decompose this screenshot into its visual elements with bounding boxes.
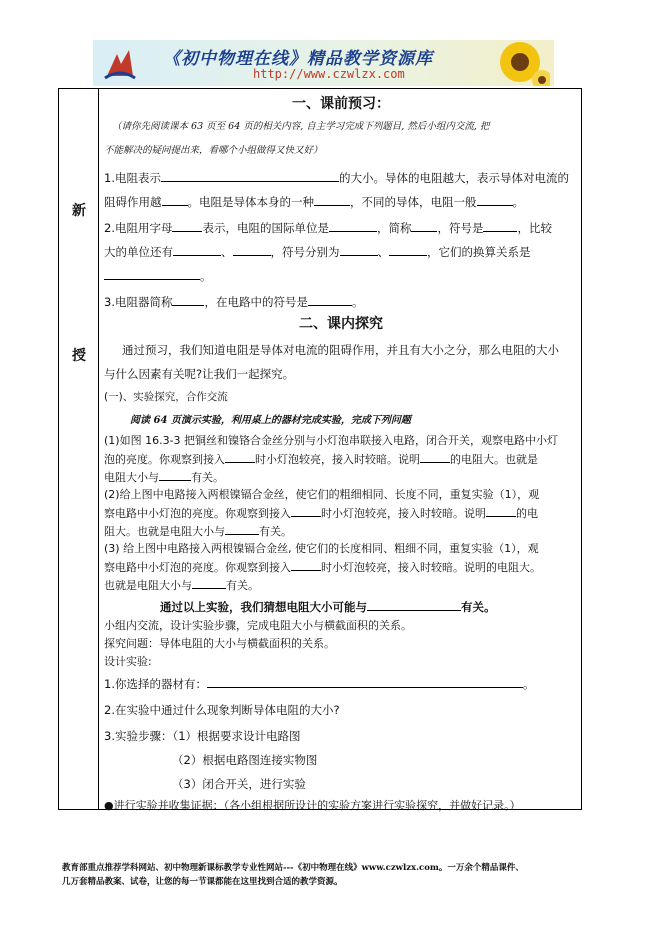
design-step-3-2: （2）根据电路图连接实物图	[172, 753, 318, 767]
experiment-1-line1: (1)如图 16.3-3 把铜丝和镍铬合金丝分别与小灯泡串联接入电路，闭合开关，观察电路中小灯	[104, 434, 559, 447]
design-step-2: 2.在实验中通过什么现象判断导体电阻的大小?	[104, 703, 340, 717]
preview-note-line1: （请你先阅读课本 63 页至 64 页的相关内容, 自主学习完成下列题目, 然后小组内交流, 把	[112, 121, 490, 132]
inquiry-question: 探究问题：导体电阻的大小与横截面积的关系。	[104, 637, 335, 650]
intro-line2: 与什么因素有关呢?让我们一起探究。	[104, 367, 295, 381]
design-heading: 设计实验:	[104, 655, 152, 668]
question-2-line2: 大的单位还有 、 ，符号分别为 、 ，它们的换算关系是	[104, 245, 531, 259]
experiment-1-line2: 泡的亮度。你观察到接入 时小灯泡较亮，接入时较暗。说明 的电阻大。也就是	[104, 453, 538, 466]
evidence-bullet: ●进行实验并收集证据：（各小组根据所设计的实验方案进行实验探究，并做好记录。）	[104, 799, 521, 812]
design-step-3-3: （3）闭合开关，进行实验	[172, 777, 306, 791]
site-logo-icon	[103, 46, 137, 82]
preview-note-line2: 不能解决的疑问提出来，看哪个小组做得又快又好）	[104, 145, 323, 156]
experiment-3-line1: (3) 给上图中电路接入两根镍镉合金丝, 使它们的长度相同、粗细不同，重复实验（1），观	[104, 542, 539, 555]
column-divider	[98, 88, 99, 810]
conclusion-line: 通过以上实验，我们猜想电阻大小可能与 有关。	[160, 600, 496, 614]
side-label-shou: 授	[72, 348, 86, 364]
page-footer	[62, 862, 622, 889]
subsection-heading: (一)、实验探究，合作交流	[104, 391, 228, 403]
section1-heading: 一、课前预习：	[292, 96, 390, 112]
sunflower-icon	[490, 40, 550, 86]
header-banner	[93, 40, 554, 86]
question-3: 3.电阻器简称 ，在电路中的符号是 。	[104, 295, 364, 309]
side-label-xin: 新	[72, 203, 86, 219]
design-step-1: 1.你选择的器材有： 。	[104, 677, 535, 691]
experiment-1-line3: 电阻大小与 有关。	[104, 471, 224, 484]
banner-url[interactable]: http://www.czwlzx.com	[253, 67, 405, 81]
section2-heading: 二、课内探究	[299, 316, 383, 332]
experiment-2-line2: 察电路中小灯泡的亮度。你观察到接入 时小灯泡较亮，接入时较暗。说明 的电	[104, 507, 538, 520]
footer-line2: 几万套精品教案、试卷，让您的每一节课都能在这里找到合适的教学资源。	[62, 876, 343, 887]
experiment-2-line3: 阻大。也就是电阻大小与 有关。	[104, 525, 292, 538]
question-1-line1: 1.电阻表示 的大小。导体的电阻越大，表示导体对电流的	[104, 171, 569, 185]
banner-title: 《初中物理在线》精品教学资源库	[163, 49, 433, 69]
question-1-line2: 阻碍作用越 。电阻是导体本身的一种 ，不同的导体，电阻一般 。	[104, 195, 524, 209]
question-2-line1: 2.电阻用字母 表示，电阻的国际单位是 ，简称 ，符号是 ，比较	[104, 221, 552, 235]
reading-instruction: 阅读 64 页演示实验，利用桌上的器材完成实验，完成下列问题	[130, 415, 411, 426]
intro-line1: 通过预习，我们知道电阻是导体对电流的阻碍作用，并且有大小之分，那么电阻的大小	[122, 343, 559, 357]
question-2-line3: 。	[104, 268, 212, 285]
group-discussion: 小组内交流，设计实验步骤，完成电阻大小与横截面积的关系。	[104, 619, 412, 632]
footer-line1: 教育部重点推荐学科网站、初中物理新课标教学专业性网站---《初中物理在线》www.czwlzx.com。一万余个精品课件、	[62, 863, 524, 873]
experiment-2-line1: (2)给上图中电路接入两根镍镉合金丝，使它们的粗细相同、长度不同，重复实验（1），观	[104, 488, 540, 501]
design-step-3: 3.实验步骤：（1）根据要求设计电路图	[104, 729, 301, 743]
experiment-3-line2: 察电路中小灯泡的亮度。你观察到接入 时小灯泡较亮，接入时较暗。说明的电阻大。	[104, 561, 541, 574]
experiment-3-line3: 也就是电阻大小与 有关。	[104, 579, 259, 592]
